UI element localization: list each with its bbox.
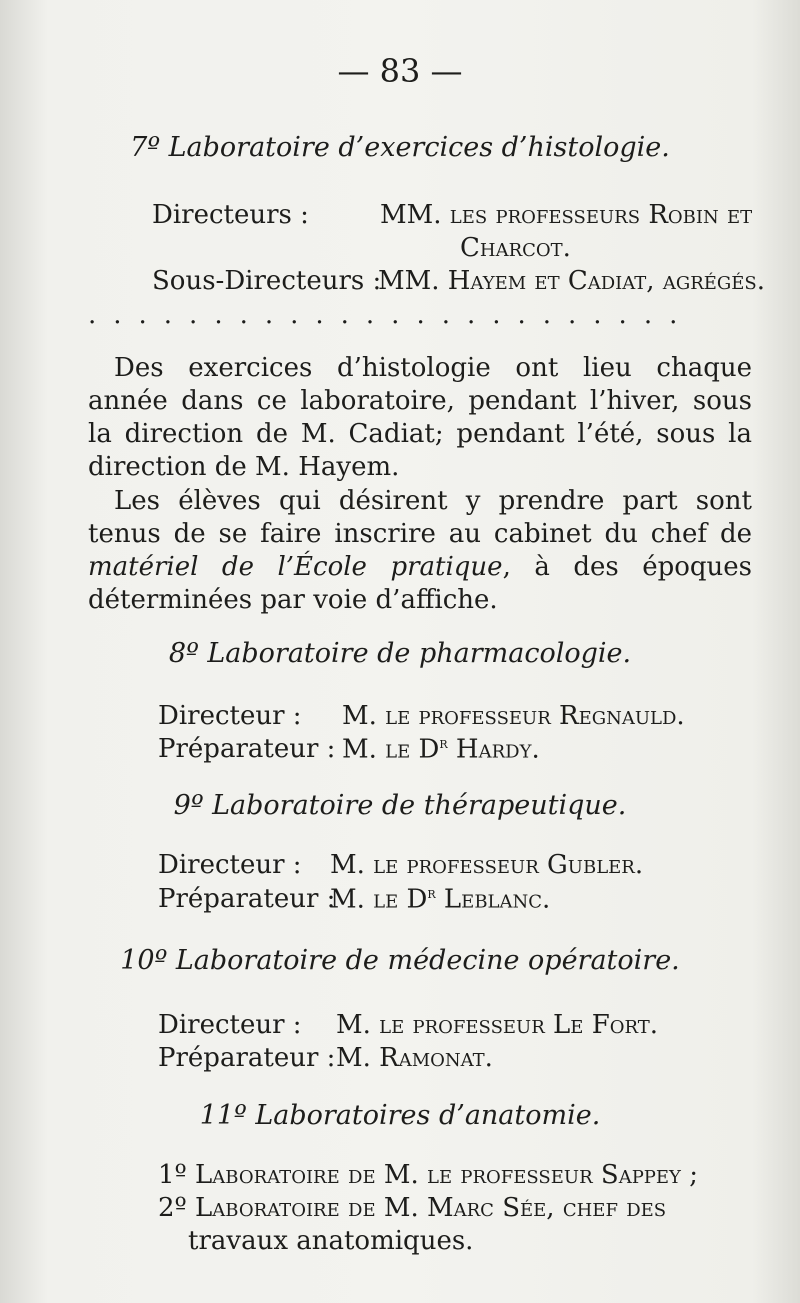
anatomy-lab-2-cont: travaux anatomiques. [188,1226,474,1256]
section-10-heading: 10º Laboratoire de médecine opératoire. [120,945,680,976]
sec9-preparateur-value [330,884,550,915]
p2-part-a: Les élèves qui désirent y prendre part sont tenus de se faire inscrire au cabinet du chef de [88,486,752,549]
section-8-heading: 8º Laboratoire de pharmacologie. [168,638,632,669]
directeurs-value-cont: Charcot. [460,233,571,263]
sec9-prep-b: Leblanc. [435,884,551,915]
p2-part-b: , à des époques déterminées par voie d’affiche. [88,552,752,615]
sec10-directeur-value: M. le professeur Le Fort. [336,1010,659,1040]
paragraph-text: Des exercices d’histologie ont lieu chaque année dans ce laboratoire, pendant l’hiver, sous la direction de M. Cadiat; pendant l’été, sous la direction de M. Hayem. [88,353,752,482]
sec8-prep-a: M. le D [342,734,440,765]
sec9-directeur-value: M. le professeur Gubler. [330,850,644,880]
sec9-preparateur-label: Préparateur : [158,884,336,914]
paragraph-text-2 [88,485,752,617]
anatomy-lab-1: 1º Laboratoire de M. le professeur Sappey ; [158,1160,698,1190]
anatomy-lab-2: 2º Laboratoire de M. Marc Sée, chef des [158,1193,667,1223]
sec8-prep-b: Hardy. [447,734,540,765]
directeurs-label: Directeurs : [152,200,309,230]
directeurs-value: MM. les professeurs Robin et [380,200,753,230]
sec8-directeur-label: Directeur : [158,701,302,731]
sous-directeurs-value: MM. Hayem et Cadiat, agrégés. [378,266,766,296]
histology-paragraph-1 [88,352,752,484]
sec10-preparateur-value: M. Ramonat. [336,1043,493,1073]
p2-italic: matériel de l’École pratique [88,552,503,582]
ellipsis-divider: ........................ [88,305,695,325]
sec8-directeur-value: M. le professeur Regnauld. [342,701,685,731]
sec9-directeur-label: Directeur : [158,850,302,880]
section-7-heading: 7º Laboratoire d’exercices d’histologie. [130,132,670,163]
sec8-preparateur-label: Préparateur : [158,734,336,764]
sec10-directeur-label: Directeur : [158,1010,302,1040]
sec9-prep-sup: r [427,884,436,902]
sec8-prep-sup: r [439,734,448,752]
sec10-preparateur-label: Préparateur : [158,1043,336,1073]
section-9-heading: 9º Laboratoire de thérapeutique. [173,790,627,821]
section-11-heading: 11º Laboratoires d’anatomie. [199,1100,601,1131]
sec8-preparateur-value [342,734,540,765]
page-number: — 83 — [337,52,463,90]
sous-directeurs-label: Sous-Directeurs : [152,266,382,296]
sec9-prep-a: M. le D [330,884,428,915]
histology-paragraph-2 [88,485,752,617]
